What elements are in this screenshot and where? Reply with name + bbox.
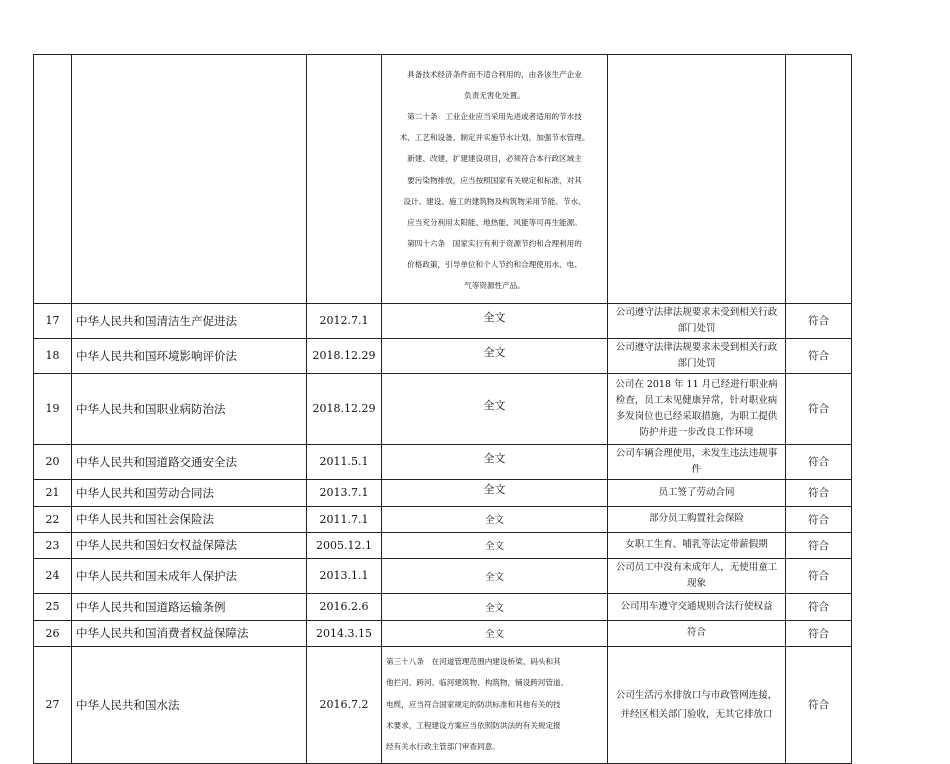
applicable-clause: 全文: [382, 620, 608, 646]
clause-line: 气等资源性产品。: [464, 281, 525, 291]
row-number: 24: [34, 558, 72, 593]
compliance-status: 员工签了劳动合同: [608, 479, 786, 506]
law-name: 中华人民共和国道路运输条例: [72, 593, 307, 620]
evaluation-result: [786, 55, 852, 304]
law-name: 中华人民共和国消费者权益保障法: [72, 620, 307, 646]
evaluation-result: 符合: [786, 558, 852, 593]
evaluation-result: 符合: [786, 444, 852, 479]
row-number: 27: [34, 646, 72, 764]
row-number: 17: [34, 303, 72, 338]
row-number: 19: [34, 373, 72, 444]
law-name: 中华人民共和国清洁生产促进法: [72, 303, 307, 338]
law-name: 中华人民共和国劳动合同法: [72, 479, 307, 506]
table-row: [34, 55, 852, 304]
evaluation-result: 符合: [786, 620, 852, 646]
law-name: 中华人民共和国未成年人保护法: [72, 558, 307, 593]
clause-line: 第三十八条 在河道管理范围内建设桥梁、码头和其: [386, 657, 561, 667]
clause-text: 全文: [483, 310, 506, 324]
clause-line: 负责无害化处置。: [464, 90, 525, 100]
evaluation-result: 符合: [786, 479, 852, 506]
clause-text: 全文: [483, 451, 506, 465]
table-row: [34, 444, 852, 479]
law-name: 中华人民共和国道路交通安全法: [72, 444, 307, 479]
effective-date: 2018.12.29: [307, 373, 382, 444]
evaluation-result: 符合: [786, 303, 852, 338]
compliance-status: 部分员工购置社会保险: [608, 506, 786, 532]
effective-date: 2013.1.1: [307, 558, 382, 593]
row-number: 22: [34, 506, 72, 532]
table-row: [34, 303, 852, 338]
clause-line: 经有关水行政主管部门审查同意。: [386, 742, 500, 751]
law-name: 中华人民共和国环境影响评价法: [72, 338, 307, 373]
evaluation-result: 符合: [786, 532, 852, 558]
applicable-clause: 全文: [382, 532, 608, 558]
clause-line: 术、工艺和设备，制定并实施节水计划，加强节水管理。: [399, 133, 590, 143]
compliance-status: 公司遵守法律法规要求未受到相关行政部门处罚: [608, 303, 786, 338]
law-name: 中华人民共和国水法: [72, 646, 307, 764]
applicable-clause: [382, 373, 608, 444]
clause-text: 全文: [483, 482, 506, 496]
clause-text: 全文: [483, 398, 506, 412]
clause-line: 第二十条 工业企业应当采用先进或者适用的节水技: [407, 111, 582, 121]
table-row: [34, 593, 852, 620]
clause-line: 新建、改建、扩建建设项目，必须符合本行政区域主: [407, 154, 582, 164]
clause-text: 全文: [483, 345, 506, 359]
clause-text: [386, 59, 603, 303]
clause-line: 价格政策，引导单位和个人节约和合理使用水、电、: [407, 260, 582, 270]
compliance-status: 符合: [608, 620, 786, 646]
compliance-status: [608, 55, 786, 304]
effective-date: [307, 55, 382, 304]
compliance-status: 公司员工中没有未成年人，无使用童工现象: [608, 558, 786, 593]
row-number: 21: [34, 479, 72, 506]
compliance-status: 公司生活污水排放口与市政管网连接，并经区相关部门验收，无其它排放口: [608, 646, 786, 764]
evaluation-result: 符合: [786, 338, 852, 373]
effective-date: 2011.7.1: [307, 506, 382, 532]
compliance-status: 公司在 2018 年 11 月已经进行职业病检查，员工未见健康异常，针对职业病多发岗位也已经采取措施，为职工提供防护并进一步改良工作环境: [608, 373, 786, 444]
effective-date: 2013.7.1: [307, 479, 382, 506]
clause-line: 要污染物排放，应当按照国家有关规定和标准，对其: [407, 175, 582, 185]
applicable-clause: [382, 444, 608, 479]
regulation-compliance-table: [33, 54, 852, 764]
law-name: 中华人民共和国妇女权益保障法: [72, 532, 307, 558]
clause-line: 电缆，应当符合国家规定的防洪标准和其他有关的技: [386, 699, 561, 709]
law-name: 中华人民共和国职业病防治法: [72, 373, 307, 444]
evaluation-result: 符合: [786, 646, 852, 764]
table-row: [34, 558, 852, 593]
evaluation-result: 符合: [786, 373, 852, 444]
effective-date: 2018.12.29: [307, 338, 382, 373]
clause-line: 术要求，工程建设方案应当依照防洪法的有关规定报: [386, 720, 561, 730]
effective-date: 2012.7.1: [307, 303, 382, 338]
law-name: [72, 55, 307, 304]
applicable-clause: [382, 646, 608, 764]
applicable-clause: [382, 303, 608, 338]
row-number: 20: [34, 444, 72, 479]
compliance-status: 公司遵守法律法规要求未受到相关行政部门处罚: [608, 338, 786, 373]
compliance-status: 公司用车遵守交通规则合法行使权益: [608, 593, 786, 620]
applicable-clause: 全文: [382, 558, 608, 593]
evaluation-result: 符合: [786, 506, 852, 532]
compliance-status: 公司车辆合理使用，未发生违法违规事件: [608, 444, 786, 479]
row-number: 26: [34, 620, 72, 646]
applicable-clause: [382, 55, 608, 304]
effective-date: 2005.12.1: [307, 532, 382, 558]
effective-date: 2014.3.15: [307, 620, 382, 646]
applicable-clause: [382, 479, 608, 506]
evaluation-result: 符合: [786, 593, 852, 620]
table-row: [34, 338, 852, 373]
row-number: [34, 55, 72, 304]
applicable-clause: 全文: [382, 506, 608, 532]
clause-line: 具备技术经济条件而不适合利用的，由各该生产企业: [407, 69, 582, 79]
table-row: [34, 373, 852, 444]
row-number: 23: [34, 532, 72, 558]
table-row: [34, 479, 852, 506]
effective-date: 2016.7.2: [307, 646, 382, 764]
applicable-clause: 全文: [382, 593, 608, 620]
effective-date: 2016.2.6: [307, 593, 382, 620]
clause-text: [386, 647, 603, 764]
compliance-status: 女职工生育、哺乳等法定带薪假期: [608, 532, 786, 558]
clause-line: 他拦河、跨河、临河建筑物、构筑物，铺设跨河管道、: [386, 678, 569, 688]
effective-date: 2011.5.1: [307, 444, 382, 479]
table-row: [34, 620, 852, 646]
clause-line: 设计、建设、施工的建筑物及构筑物采用节能、节水、: [403, 196, 586, 206]
table-row: [34, 506, 852, 532]
clause-line: 第四十六条 国家实行有利于资源节约和合理利用的: [407, 239, 582, 249]
clause-line: 应当充分利用太阳能、地热能、风能等可再生能源。: [407, 217, 582, 227]
row-number: 18: [34, 338, 72, 373]
row-number: 25: [34, 593, 72, 620]
applicable-clause: [382, 338, 608, 373]
table-row: [34, 532, 852, 558]
law-name: 中华人民共和国社会保险法: [72, 506, 307, 532]
table-row: [34, 646, 852, 764]
